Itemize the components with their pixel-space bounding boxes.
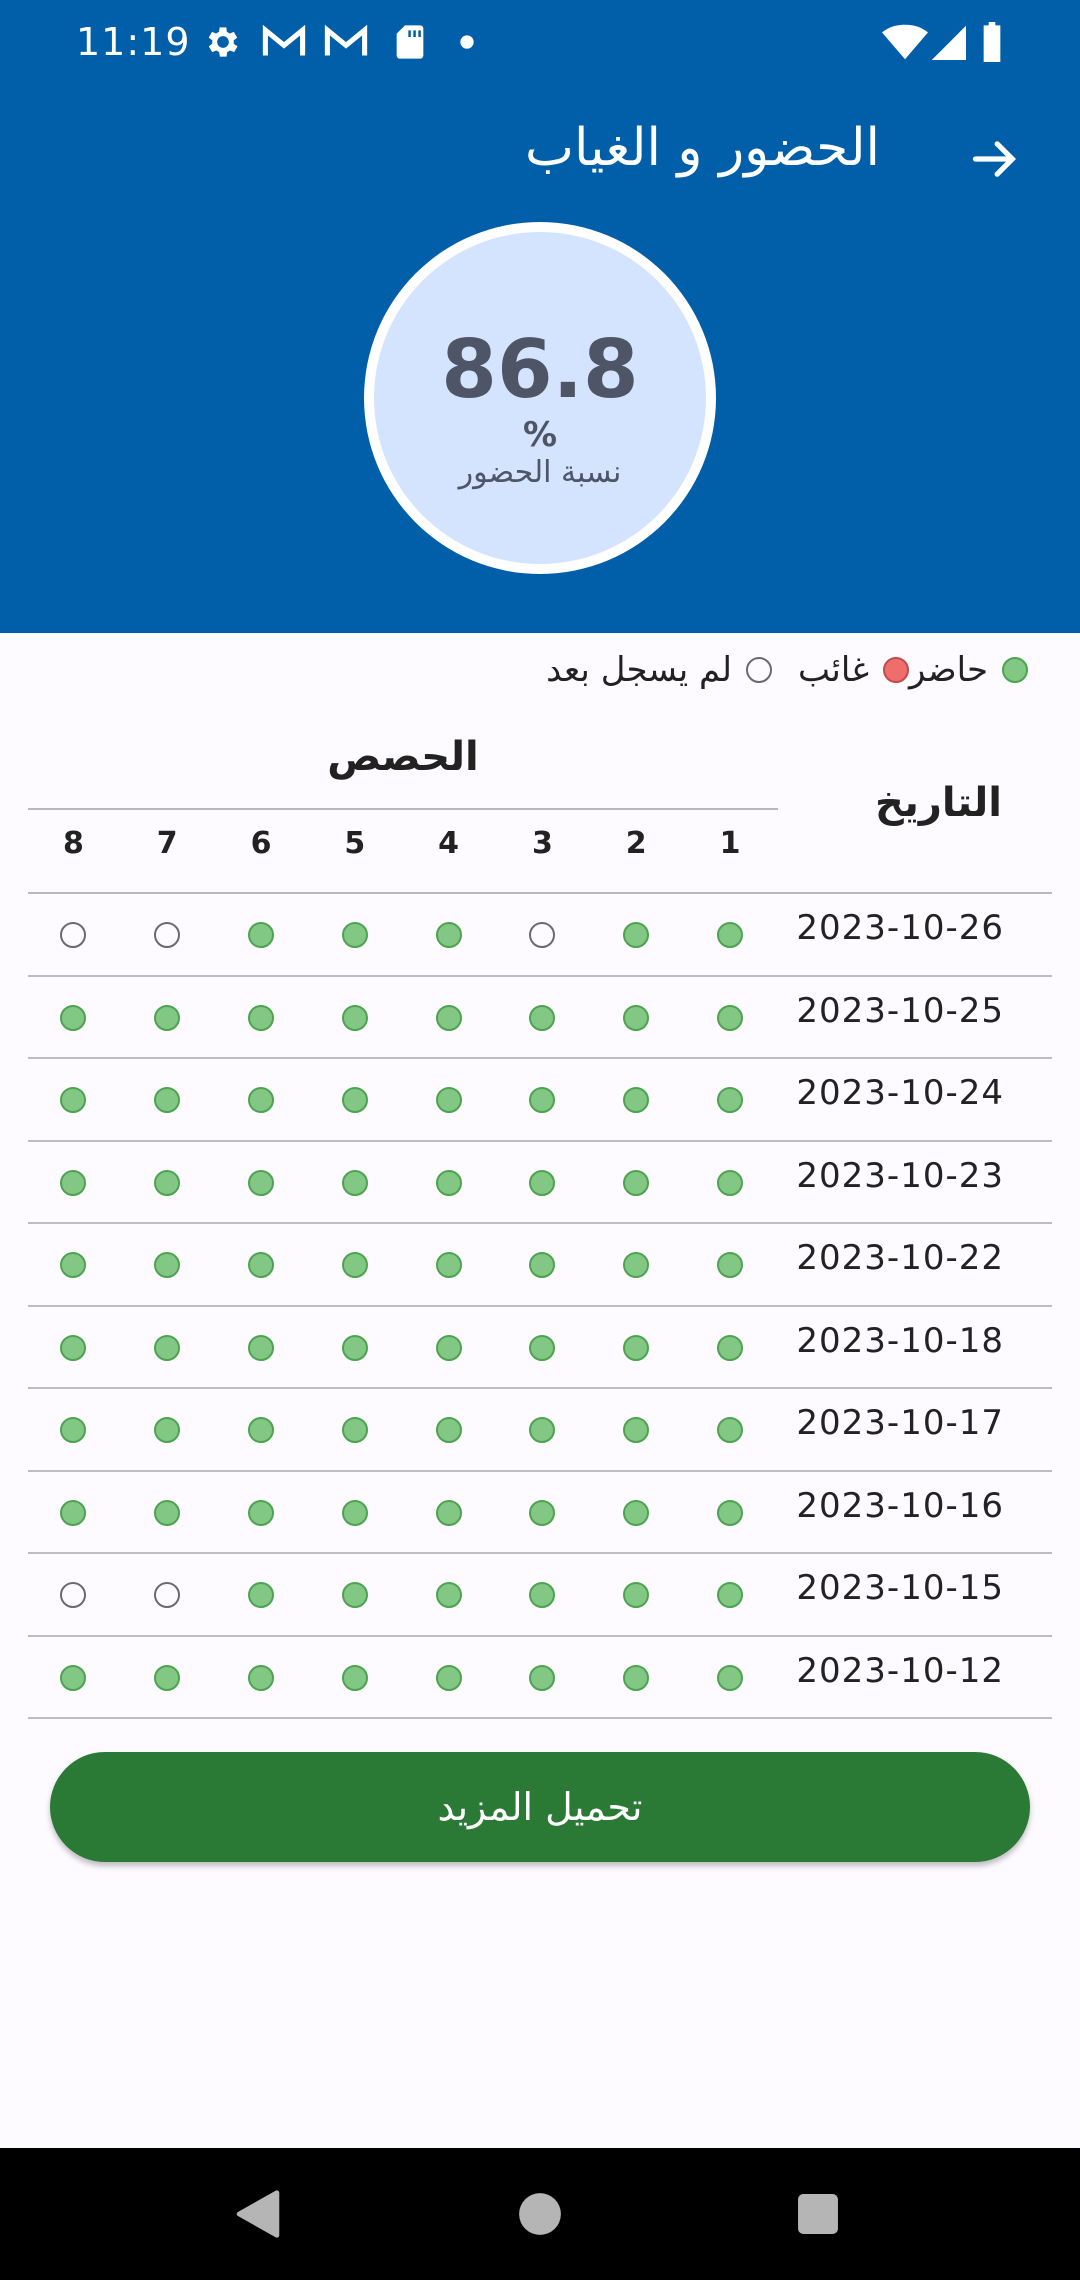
attendance-present-dot [154,1500,180,1526]
attendance-present-dot [436,1417,462,1443]
period-number: 7 [156,826,178,861]
attendance-present-dot [436,1500,462,1526]
attendance-present-dot [342,1582,368,1608]
attendance-present-dot [154,1005,180,1031]
attendance-present-dot [623,1582,649,1608]
not-recorded-dot-icon [746,657,772,683]
title-bar [0,110,1080,200]
row-date: 2023-10-26 [796,908,1004,948]
attendance-present-dot [623,1665,649,1691]
attendance-present-dot [154,1087,180,1113]
attendance-present-dot [60,1170,86,1196]
table-row [28,1307,1052,1390]
period-number: 6 [250,826,272,861]
percent-sign: % [522,415,558,455]
attendance-present-dot [154,1170,180,1196]
attendance-present-dot [529,1087,555,1113]
attendance-present-dot [60,1665,86,1691]
periods-header-divider [28,808,778,810]
table-row [28,1142,1052,1225]
attendance-present-dot [529,1005,555,1031]
attendance-present-dot [248,1170,274,1196]
back-button[interactable] [960,124,1030,194]
attendance-present-dot [248,1005,274,1031]
attendance-present-dot [529,1665,555,1691]
row-date: 2023-10-23 [796,1155,1004,1196]
row-date: 2023-10-24 [796,1073,1004,1113]
attendance-present-dot [436,922,462,948]
attendance-present-dot [717,1170,743,1196]
row-date: 2023-10-16 [796,1485,1004,1526]
attendance-present-dot [342,1417,368,1443]
legend-item-present [909,650,1028,690]
attendance-present-dot [623,1005,649,1031]
row-date: 2023-10-25 [796,990,1004,1031]
legend [520,648,1028,692]
app-header [0,0,1080,633]
attendance-present-dot [436,1005,462,1031]
table-row [28,1059,1052,1142]
table-row [28,1554,1052,1637]
sd-card-icon [390,22,430,62]
attendance-present-dot [342,1252,368,1278]
periods-column-header: الحصص [327,734,479,780]
period-number: 1 [719,826,741,861]
attendance-present-dot [529,1500,555,1526]
back-triangle-icon [234,2188,282,2240]
attendance-present-dot [60,1500,86,1526]
attendance-present-dot [60,1005,86,1031]
system-nav-bar [0,2148,1080,2280]
row-date: 2023-10-22 [796,1238,1004,1278]
period-numbers [28,826,778,886]
attendance-present-dot [248,1252,274,1278]
load-more-button[interactable]: تحميل المزيد [50,1752,1030,1862]
gmail-icon [324,22,368,62]
nav-home-button[interactable] [508,2182,572,2246]
period-number: 3 [531,826,553,861]
attendance-present-dot [717,922,743,948]
attendance-present-dot [529,1582,555,1608]
legend-label-none: لم يسجل بعد [546,650,732,690]
attendance-present-dot [717,1417,743,1443]
attendance-none-dot [60,1582,86,1608]
table-row [28,1472,1052,1555]
row-date: 2023-10-18 [796,1320,1004,1361]
attendance-present-dot [342,1500,368,1526]
present-dot-icon [1002,657,1028,683]
period-number: 2 [625,826,647,861]
attendance-present-dot [717,1087,743,1113]
attendance-none-dot [60,922,86,948]
attendance-present-dot [623,1087,649,1113]
attendance-present-dot [154,1252,180,1278]
period-number: 4 [438,826,460,861]
attendance-present-dot [342,1170,368,1196]
status-bar [0,0,1080,86]
table-row [28,1389,1052,1472]
attendance-present-dot [717,1335,743,1361]
attendance-summary-circle [364,222,716,574]
status-time: 11:19 [76,20,191,64]
attendance-present-dot [717,1582,743,1608]
attendance-present-dot [60,1335,86,1361]
nav-back-button[interactable] [226,2182,290,2246]
signal-icon [930,22,966,62]
date-column-header: التاريخ [875,780,1002,826]
attendance-present-dot [342,1335,368,1361]
attendance-present-dot [623,1500,649,1526]
arrow-right-icon [969,133,1021,185]
table-row [28,1637,1052,1720]
table-rows [28,894,1052,1719]
attendance-present-dot [248,1665,274,1691]
attendance-present-dot [248,1500,274,1526]
row-date: 2023-10-15 [796,1568,1004,1608]
gear-icon [203,22,243,62]
attendance-present-dot [60,1087,86,1113]
attendance-present-dot [248,1335,274,1361]
attendance-present-dot [529,1170,555,1196]
battery-icon [980,22,1004,62]
attendance-present-dot [623,1335,649,1361]
absent-dot-icon [883,657,909,683]
attendance-present-dot [529,1417,555,1443]
attendance-present-dot [529,1252,555,1278]
attendance-present-dot [717,1005,743,1031]
attendance-present-dot [248,922,274,948]
attendance-present-dot [436,1170,462,1196]
attendance-present-dot [248,1582,274,1608]
legend-label-absent: غائب [797,650,869,690]
dot-icon [458,22,476,62]
legend-item-none [546,650,772,690]
attendance-present-dot [623,922,649,948]
table-row [28,894,1052,977]
attendance-none-dot [529,922,555,948]
home-circle-icon [518,2192,562,2236]
page-title: الحضور و الغياب [525,118,880,178]
legend-item-absent [798,650,909,690]
attendance-present-dot [717,1500,743,1526]
attendance-present-dot [623,1252,649,1278]
table-row [28,1224,1052,1307]
attendance-present-dot [154,1665,180,1691]
attendance-present-dot [60,1417,86,1443]
attendance-none-dot [154,922,180,948]
attendance-present-dot [717,1665,743,1691]
attendance-present-dot [436,1335,462,1361]
attendance-present-dot [436,1252,462,1278]
wifi-icon [882,22,928,62]
attendance-present-dot [623,1417,649,1443]
attendance-percentage: 86.8 [441,323,639,416]
gmail-icon [262,22,306,62]
attendance-present-dot [342,922,368,948]
attendance-present-dot [342,1005,368,1031]
attendance-present-dot [342,1087,368,1113]
attendance-present-dot [248,1417,274,1443]
attendance-none-dot [154,1582,180,1608]
attendance-present-dot [154,1335,180,1361]
attendance-percentage-label: نسبة الحضور [458,455,622,490]
attendance-present-dot [342,1665,368,1691]
attendance-present-dot [436,1087,462,1113]
legend-label-present: حاضر [908,650,988,690]
table-row [28,977,1052,1060]
attendance-present-dot [436,1582,462,1608]
recents-square-icon [797,2193,839,2235]
attendance-present-dot [717,1252,743,1278]
attendance-present-dot [529,1335,555,1361]
nav-recents-button[interactable] [786,2182,850,2246]
attendance-present-dot [623,1170,649,1196]
row-date: 2023-10-12 [796,1650,1004,1691]
attendance-present-dot [248,1087,274,1113]
period-number: 5 [344,826,366,861]
attendance-present-dot [154,1417,180,1443]
period-number: 8 [62,826,84,861]
attendance-present-dot [60,1252,86,1278]
attendance-present-dot [436,1665,462,1691]
row-date: 2023-10-17 [796,1403,1004,1443]
